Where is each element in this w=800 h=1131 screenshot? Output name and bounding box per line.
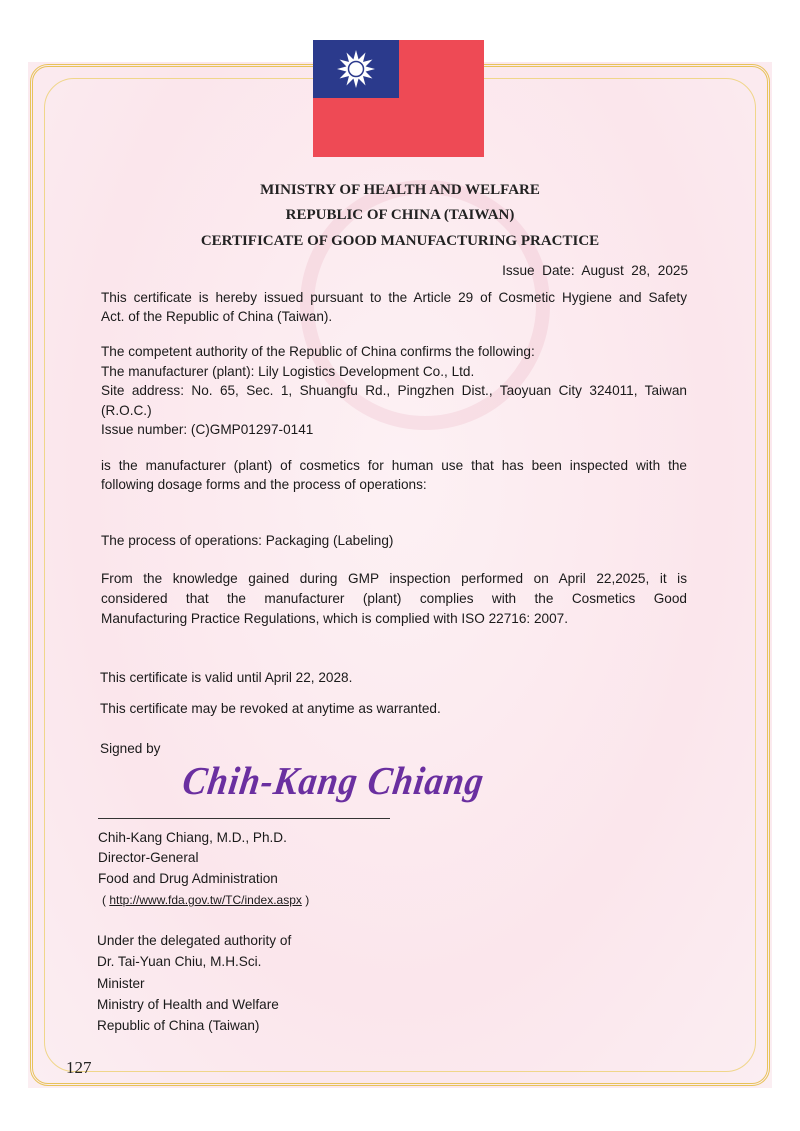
country-name: Republic of China (Taiwan) bbox=[97, 1018, 260, 1033]
fda-url-line bbox=[102, 891, 309, 909]
body-text: Act. of the Republic of China (Taiwan). bbox=[101, 309, 333, 324]
manufacturer: The manufacturer (plant): Lily Logistics Development Co., Ltd. bbox=[101, 364, 475, 379]
validity: This certificate is valid until April 22, 2028. bbox=[100, 670, 353, 685]
site-address: Site address: No. 65, Sec. 1, Shuangfu Rd., Pingzhen Dist., Taoyuan City 324011, Taiwan bbox=[101, 383, 687, 398]
body-text: following dosage forms and the process of operations: bbox=[101, 477, 427, 492]
site-address-cont: (R.O.C.) bbox=[101, 403, 152, 418]
signed-by-label: Signed by bbox=[100, 741, 161, 756]
body-text: This certificate is hereby issued pursuant to the Article 29 of Cosmetic Hygiene and Safety bbox=[101, 290, 687, 305]
paren-close: ) bbox=[305, 893, 310, 907]
body-text: is the manufacturer (plant) of cosmetics for human use that has been inspected with the bbox=[101, 458, 687, 473]
handwritten-signature: Chih-Kang Chiang bbox=[179, 759, 488, 803]
minister-name: Dr. Tai-Yuan Chiu, M.H.Sci. bbox=[97, 954, 262, 969]
minister-title: Minister bbox=[97, 976, 145, 991]
flag-canton bbox=[313, 40, 399, 98]
taiwan-flag bbox=[313, 40, 484, 157]
revocation-note: This certificate may be revoked at anytime as warranted. bbox=[100, 701, 441, 716]
header-country: REPUBLIC OF CHINA (TAIWAN) bbox=[285, 207, 515, 223]
body-text: Manufacturing Practice Regulations, which is complied with ISO 22716: 2007. bbox=[101, 611, 568, 626]
process-of-operations: The process of operations: Packaging (Labeling) bbox=[101, 533, 394, 548]
fda-url-link[interactable]: http://www.fda.gov.tw/TC/index.aspx bbox=[109, 893, 302, 907]
signer-org: Food and Drug Administration bbox=[98, 871, 278, 886]
body-text: From the knowledge gained during GMP inspection performed on April 22,2025, it is bbox=[101, 571, 687, 586]
delegation-text: Under the delegated authority of bbox=[97, 933, 292, 948]
body-text: considered that the manufacturer (plant) complies with the Cosmetics Good bbox=[101, 591, 687, 606]
issue-date: Issue Date: August 28, 2025 bbox=[502, 263, 688, 278]
issue-number: Issue number: (C)GMP01297-0141 bbox=[101, 422, 314, 437]
signature-line bbox=[98, 818, 390, 819]
page-number: 127 bbox=[66, 1058, 92, 1077]
header-ministry: MINISTRY OF HEALTH AND WELFARE bbox=[260, 182, 540, 198]
signer-name: Chih-Kang Chiang, M.D., Ph.D. bbox=[98, 830, 287, 845]
body-text: The competent authority of the Republic of China confirms the following: bbox=[101, 344, 535, 359]
certificate-title: CERTIFICATE OF GOOD MANUFACTURING PRACTICE bbox=[200, 233, 600, 249]
ministry-name: Ministry of Health and Welfare bbox=[97, 997, 279, 1012]
signer-title: Director-General bbox=[98, 850, 199, 865]
white-sun-icon bbox=[336, 49, 376, 89]
paren-open: ( bbox=[102, 893, 106, 907]
